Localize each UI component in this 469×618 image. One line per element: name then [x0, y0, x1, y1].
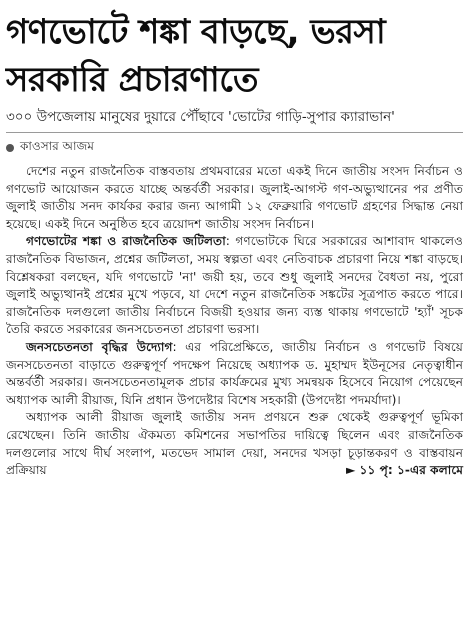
headline-line-1: গণভোটে শঙ্কা বাড়ছে, ভরসা [6, 12, 386, 52]
paragraph-1: দেশের নতুন রাজনৈতিক বাস্তবতায় প্রথমবারের মতো একই দিনে জাতীয় সংসদ নির্বাচন ও গণভোট আয়োজন করতে যাচ্ছে অন্তর্বর্তী সরকার। জুলাই-আগস্ট গণ-অভ্যুত্থানের পর প্রণীত জুলাই জাতীয় সনদ কার্যকর করার জন্য আগামী ১২ ফেব্রুয়ারি গণভোট গ্রহণের সিদ্ধান্ত নেয়া হয়েছে। একই দিনে অনুষ্ঠিত হবে ত্রয়োদশ জাতীয় সংসদ নির্বাচন। [6, 164, 463, 231]
author-name: কাওসার আজম [20, 139, 94, 153]
subheadline: ৩০০ উপজেলায় মানুষের দুয়ারে পৌঁছাবে 'ভোটের গাড়ি-সুপার ক্যারাভান' [6, 109, 395, 125]
article-body [6, 163, 463, 480]
paragraph-4 [6, 409, 463, 479]
article [0, 8, 469, 618]
paragraph-4-text: অধ্যাপক আলী রীয়াজ জুলাই জাতীয় সনদ প্রণয়নে শুরু থেকেই গুরুত্বপূর্ণ ভূমিকা রেখেছেন। তিনি জাতীয় ঐকমত্য কমিশনের সভাপতির দায়িত্বে ছিলেন এবং রাজনৈতিক দলগুলোর সাথে দীর্ঘ সংলাপ, মতভেদ সামাল দেয়া, সনদের খসড়া চূড়ান্তকরণ ও বাস্তবায়ন প্রক্রিয়ায় [6, 410, 463, 478]
paragraph-2-text: : গণভোটকে ঘিরে সরকারের আশাবাদ থাকলেও রাজনৈতিক বিভাজন, প্রশ্নের জটিলতা, সময় স্বল্পতা এবং নেতিবাচক প্রচারণা নিয়ে শঙ্কা বাড়ছে। বিশ্লেষকরা বলছেন, যদি গণভোটে 'না' জয়ী হয়, তবে শুধু জুলাই সনদের বৈধতা নয়, পুরো জুলাই অভ্যুত্থানই প্রশ্নের মুখে পড়বে, যা দেশে নতুন রাজনৈতিক সঙ্কটের সূত্রপাত করতে পারে। রাজনৈতিক দলগুলো জাতীয় নির্বাচনে বিজয়ী হওয়ার জন্য ব্যস্ত থাকায় গণভোটে 'হ্যাঁ' সূচক তৈরি করতে সরকারের জনসচেতনতা প্রচারণা ভরসা। [6, 234, 463, 337]
headline-line-2: সরকারি প্রচারণাতে [6, 60, 258, 100]
subheading-awareness: জনসচেতনতা বৃদ্ধির উদ্যোগ [26, 339, 173, 354]
paragraph-3-text: : এর পরিপ্রেক্ষিতে, জাতীয় নির্বাচন ও গণভোট বিষয়ে জনসচেতনতা বাড়াতে গুরুত্বপূর্ণ পদক্ষেপ নিয়েছে অধ্যাপক ড. মুহাম্মদ ইউনূসের নেতৃত্বাধীন অন্তর্বর্তী সরকার। জনসচেতনতামূলক প্রচার কার্যক্রমের মুখ্য সমন্বয়ক হিসেবে নিয়োগ পেয়েছেন অধ্যাপক আলী রীয়াজ, যিনি প্রধান উপদেষ্টার বিশেষ সহকারী (উপদেষ্টা পদমর্যাদা)। [6, 339, 463, 407]
bullet-icon [6, 144, 14, 152]
paragraph-3 [6, 339, 463, 409]
continued-on-page-link[interactable]: ► ১১ পৃ: ১-এর কলামে [345, 463, 463, 478]
byline [6, 138, 463, 158]
divider [6, 132, 463, 133]
headline [6, 8, 463, 104]
subheading-referendum-concerns: গণভোটের শঙ্কা ও রাজনৈতিক জটিলতা [26, 234, 226, 249]
paragraph-2 [6, 233, 463, 339]
